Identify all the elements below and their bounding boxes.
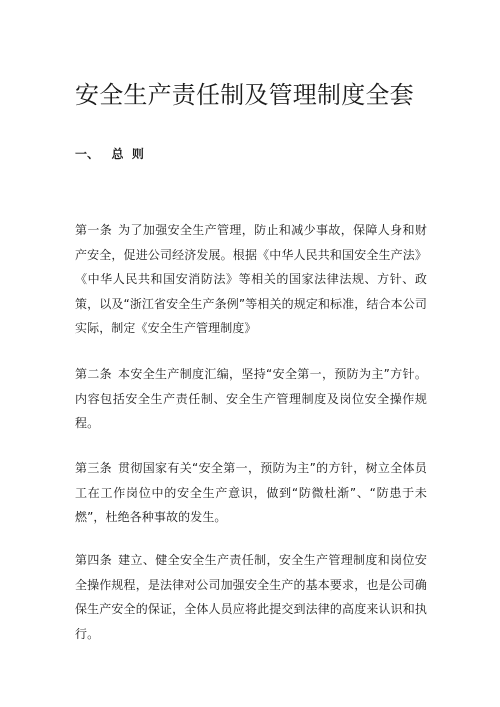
article-4 [75, 548, 427, 646]
article-number: 第二条 [75, 367, 113, 381]
article-number: 第一条 [75, 223, 113, 237]
article-text: 为了加强安全生产管理，防止和减少事故，保障人身和财产安全，促进公司经济发展。根据《中华人民共和国安全生产法》《中华人民共和国安消防法》等相关的国家法律法规、方针、政策，以及“浙江省安全生产条例”等相关的规定和标准，结合本公司实际，制定《安全生产管理制度》 [75, 223, 427, 335]
article-text: 贯彻国家有关“安全第一，预防为主”的方针，树立全体员工在工作岗位中的安全生产意识，做到“防微杜渐”、“防患于未燃”，杜绝各种事故的发生。 [75, 461, 427, 524]
article-text: 本安全生产制度汇编，坚持“安全第一，预防为主”方针。内容包括安全生产责任制、安全生产管理制度及岗位安全操作规程。 [75, 367, 427, 430]
article-number: 第三条 [75, 461, 113, 475]
article-3 [75, 456, 427, 530]
article-number: 第四条 [75, 553, 113, 567]
article-text: 建立、健全安全生产责任制，安全生产管理制度和岗位安全操作规程，是法律对公司加强安全生产的基本要求，也是公司确保生产安全的保证，全体人员应将此提交到法律的高度来认识和执行。 [75, 553, 427, 641]
section-heading: 一、 总 则 [75, 147, 144, 161]
article-1 [75, 218, 427, 341]
article-2 [75, 362, 427, 436]
document-title: 安全生产责任制及管理制度全套 [75, 81, 414, 110]
